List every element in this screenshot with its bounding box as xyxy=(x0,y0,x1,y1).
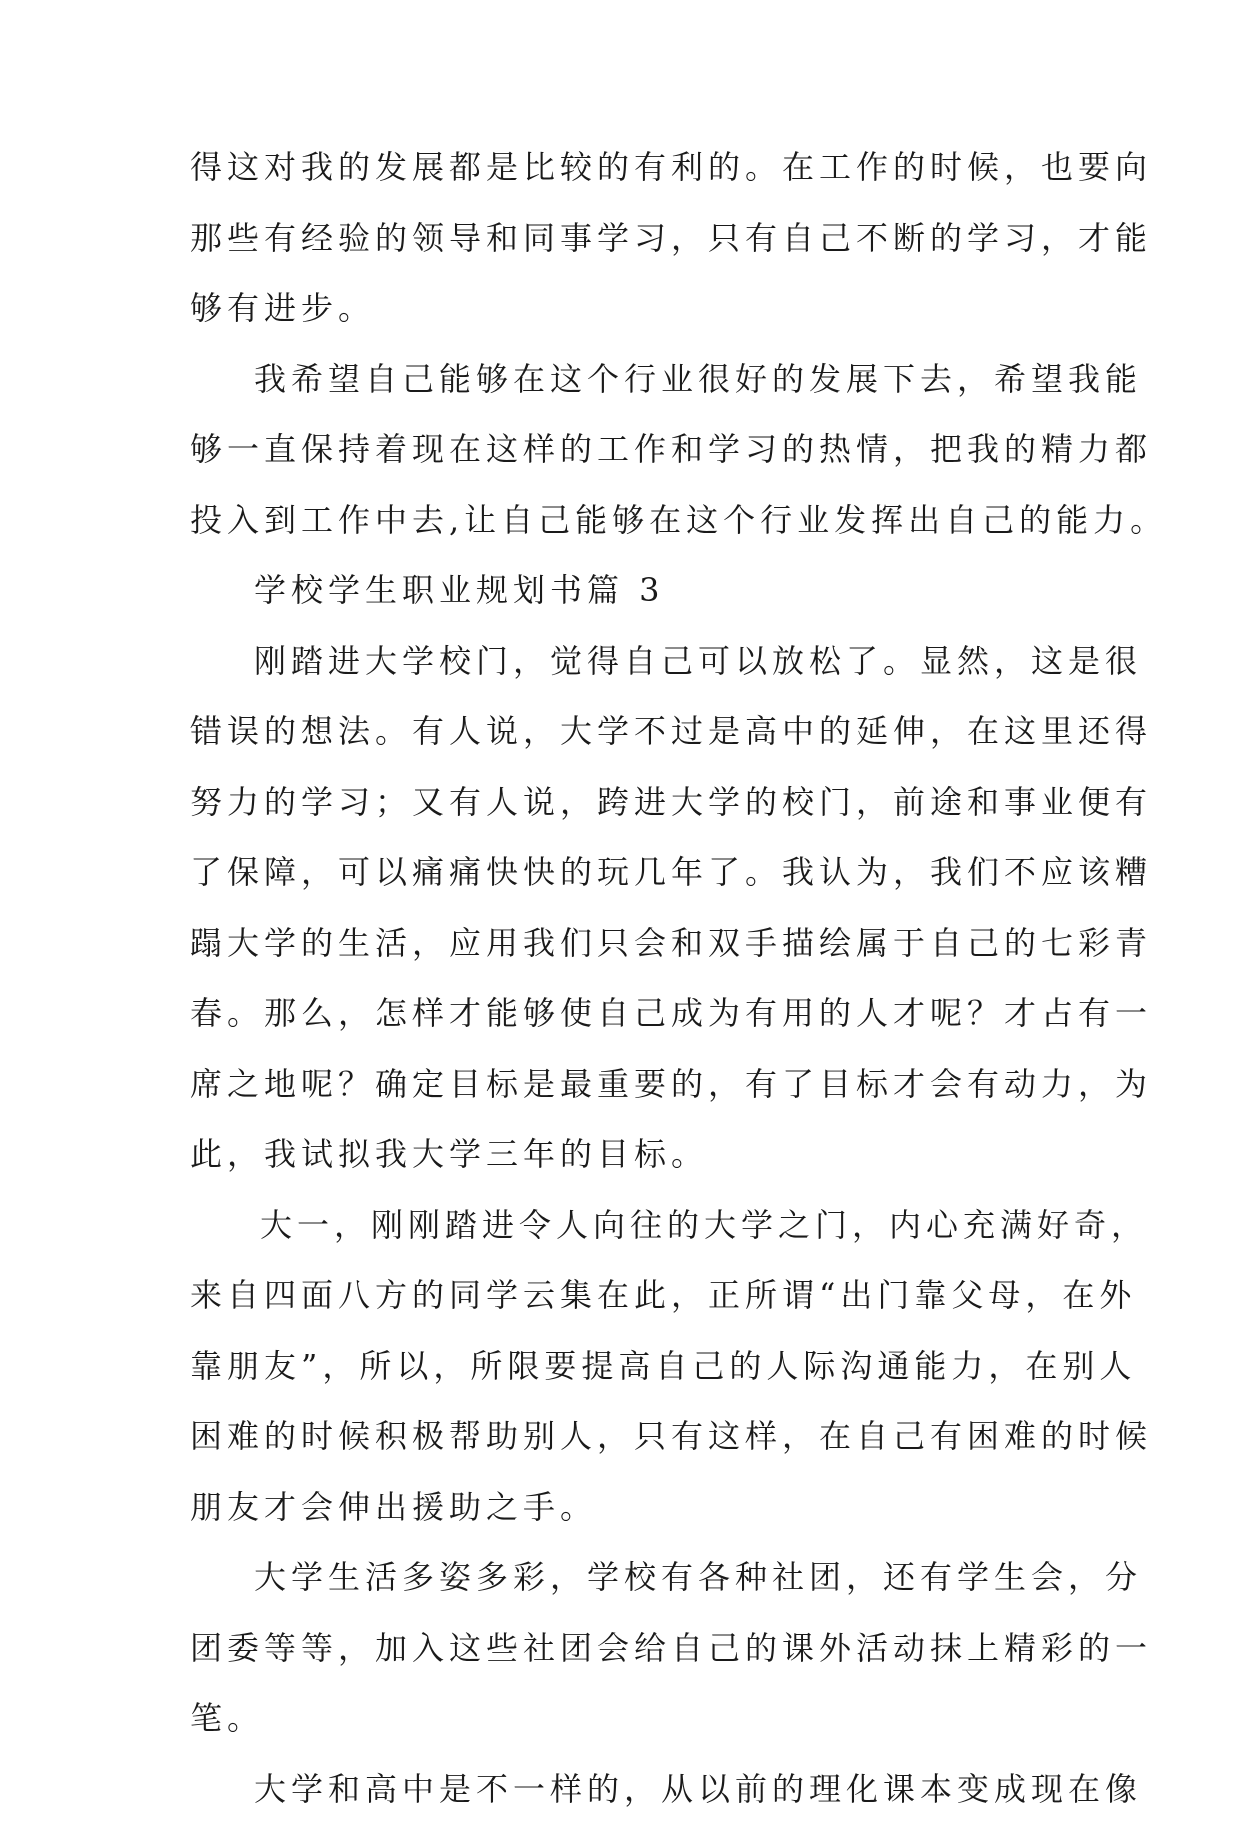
text-line: 了保障，可以痛痛快快的玩几年了。我认为，我们不应该糟 xyxy=(190,837,1052,908)
text-line: 那些有经验的领导和同事学习，只有自己不断的学习，才能 xyxy=(190,203,1052,274)
text-line: 够一直保持着现在这样的工作和学习的热情，把我的精力都 xyxy=(190,414,1052,485)
text-line: 席之地呢？确定目标是最重要的，有了目标才会有动力，为 xyxy=(190,1049,1052,1120)
paragraph-start-line: 大一，刚刚踏进令人向往的大学之门，内心充满好奇， xyxy=(190,1190,1052,1261)
paragraph-start-line: 大学和高中是不一样的，从以前的理化课本变成现在像 xyxy=(190,1754,1052,1824)
text-line: 靠朋友”，所以，所限要提高自己的人际沟通能力，在别人 xyxy=(190,1331,1052,1402)
text-line: 团委等等，加入这些社团会给自己的课外活动抹上精彩的一 xyxy=(190,1613,1052,1684)
paragraph-start-line: 我希望自己能够在这个行业很好的发展下去，希望我能 xyxy=(190,344,1052,415)
text-line: 困难的时候积极帮助别人，只有这样，在自己有困难的时候 xyxy=(190,1401,1052,1472)
text-line: 笔。 xyxy=(190,1683,1052,1754)
text-line: 投入到工作中去,让自己能够在这个行业发挥出自己的能力。 xyxy=(190,485,1052,556)
text-line: 错误的想法。有人说，大学不过是高中的延伸，在这里还得 xyxy=(190,696,1052,767)
text-line: 来自四面八方的同学云集在此，正所谓“出门靠父母，在外 xyxy=(190,1260,1052,1331)
paragraph-start-line: 刚踏进大学校门，觉得自己可以放松了。显然，这是很 xyxy=(190,626,1052,697)
text-line: 蹋大学的生活，应用我们只会和双手描绘属于自己的七彩青 xyxy=(190,908,1052,979)
text-line: 够有进步。 xyxy=(190,273,1052,344)
text-line: 得这对我的发展都是比较的有利的。在工作的时候，也要向 xyxy=(190,132,1052,203)
text-line: 朋友才会伸出援助之手。 xyxy=(190,1472,1052,1543)
text-line: 春。那么，怎样才能够使自己成为有用的人才呢？才占有一 xyxy=(190,978,1052,1049)
text-line: 努力的学习；又有人说，跨进大学的校门，前途和事业便有 xyxy=(190,767,1052,838)
document-body xyxy=(190,132,1052,1824)
section-heading: 学校学生职业规划书篇 3 xyxy=(190,555,1052,626)
text-line: 此，我试拟我大学三年的目标。 xyxy=(190,1119,1052,1190)
paragraph-start-line: 大学生活多姿多彩，学校有各种社团，还有学生会，分 xyxy=(190,1542,1052,1613)
